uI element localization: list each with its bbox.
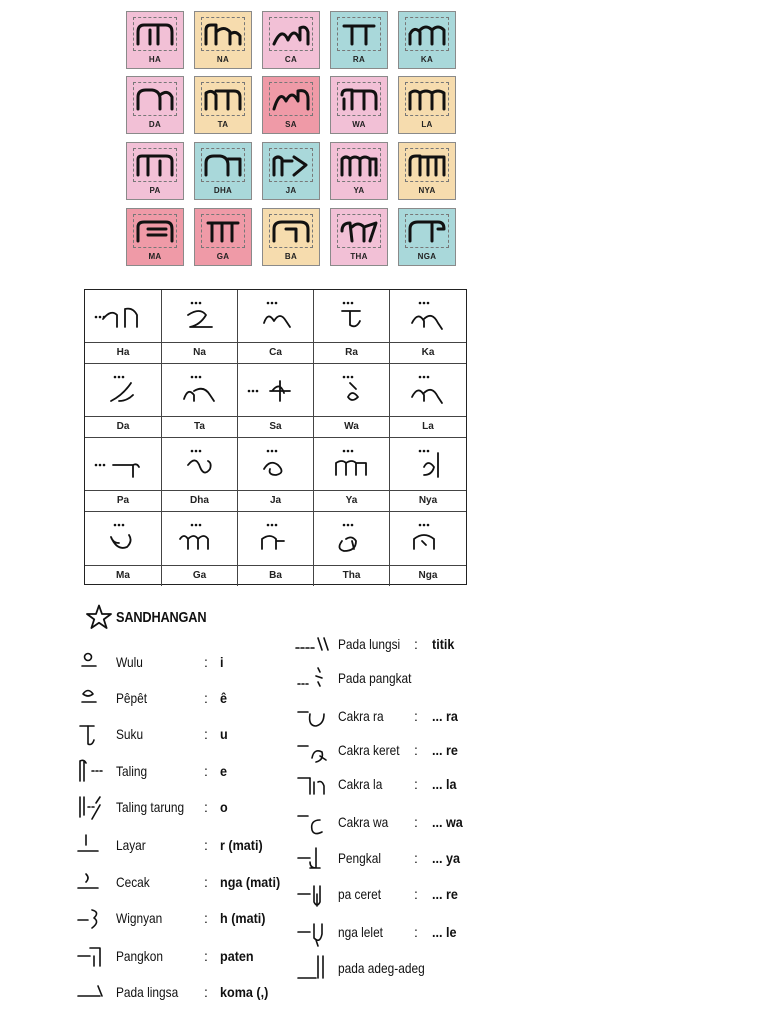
pasangan-cell-dha: [162, 438, 238, 512]
pasangan-da-icon: [93, 371, 153, 411]
pasangan-cell-ma: [85, 512, 162, 586]
sandhangan-name: nga lelet: [338, 924, 383, 940]
aksara-tile-pa: [126, 142, 184, 200]
aksara-latin-label: WA: [352, 120, 366, 129]
aksara-tha-glyph-icon: [340, 219, 378, 243]
aksara-frame: [201, 17, 245, 51]
sandhangan-header: [86, 604, 222, 630]
aksara-tile-sa: [262, 76, 320, 134]
sandhangan-name: Pêpêt: [116, 690, 148, 706]
pasangan-label: La: [390, 416, 466, 437]
pa-ceret-icon: [294, 880, 330, 910]
pasangan-ra-icon: [322, 297, 382, 337]
sandhangan-colon: :: [204, 726, 208, 742]
pasangan-glyph: [314, 438, 389, 492]
sandhangan-name: Cakra wa: [338, 814, 389, 830]
pasangan-cell-ra: [314, 290, 390, 364]
sandhangan-name: Cakra la: [338, 776, 383, 792]
sandhangan-row-pangkon: [74, 942, 294, 972]
aksara-latin-label: NA: [216, 55, 230, 64]
aksara-tile-nya: [398, 142, 456, 200]
pasangan-label: Ga: [162, 565, 237, 586]
pasangan-sa-icon: [246, 371, 306, 411]
pasangan-nga-icon: [398, 519, 458, 559]
pasangan-label: Na: [162, 342, 237, 363]
sandhangan-name: pa ceret: [338, 886, 382, 902]
sandhangan-row-pa-ceret: [294, 880, 514, 910]
aksara-dha-glyph-icon: [204, 153, 242, 177]
pasangan-glyph: [85, 512, 161, 566]
aksara-tile-ka: [398, 11, 456, 69]
sandhangan-value: r (mati): [220, 837, 263, 853]
pasangan-la-icon: [398, 371, 458, 411]
pasangan-label: Ta: [162, 416, 237, 437]
pasangan-cell-tha: [314, 512, 390, 586]
aksara-tile-ha: [126, 11, 184, 69]
aksara-tile-ya: [330, 142, 388, 200]
aksara-frame: [269, 82, 313, 116]
aksara-tile-ba: [262, 208, 320, 266]
pasangan-label: Wa: [314, 416, 389, 437]
pasangan-ba-icon: [246, 519, 306, 559]
aksara-wa-glyph-icon: [340, 87, 378, 111]
pasangan-cell-nga: [390, 512, 466, 586]
sandhangan-row-cecak: [74, 868, 294, 898]
sandhangan-row-pepet: [74, 684, 294, 714]
aksara-latin-label: LA: [421, 120, 433, 129]
pasangan-ta-icon: [170, 371, 230, 411]
pasangan-glyph: [314, 290, 389, 344]
sandhangan-value: ... re: [432, 742, 458, 758]
aksara-tile-ja: [262, 142, 320, 200]
sandhangan-value: e: [220, 763, 228, 779]
aksara-tile-la: [398, 76, 456, 134]
aksara-tile-dha: [194, 142, 252, 200]
pasangan-glyph: [162, 512, 237, 566]
pasangan-glyph: [238, 290, 313, 344]
aksara-frame: [405, 17, 449, 51]
sandhangan-row-nga-lelet: [294, 918, 514, 948]
aksara-ta-glyph-icon: [204, 87, 242, 111]
pasangan-pa-icon: [93, 445, 153, 485]
aksara-nya-glyph-icon: [408, 153, 446, 177]
aksara-tile-wa: [330, 76, 388, 134]
sandhangan-name: Pengkal: [338, 850, 382, 866]
taling-icon: [74, 757, 110, 787]
sandhangan-name: Pada lungsi: [338, 636, 401, 652]
sandhangan-colon: :: [414, 814, 418, 830]
pasangan-label: Da: [85, 416, 161, 437]
aksara-latin-label: JA: [285, 186, 297, 195]
pasangan-glyph: [162, 290, 237, 344]
star-icon: [86, 604, 112, 630]
sandhangan-name: Taling tarung: [116, 799, 185, 815]
aksara-latin-label: SA: [285, 120, 297, 129]
aksara-latin-label: BA: [284, 252, 298, 261]
sandhangan-name: Cecak: [116, 874, 150, 890]
aksara-nglegena-grid: [126, 11, 457, 271]
pasangan-cell-ca: [238, 290, 314, 364]
sandhangan-row-layar: [74, 831, 294, 861]
pasangan-dha-icon: [170, 445, 230, 485]
pasangan-glyph: [390, 364, 466, 418]
pasangan-label: Ra: [314, 342, 389, 363]
aksara-ga-glyph-icon: [204, 219, 242, 243]
sandhangan-value: nga (mati): [220, 874, 281, 890]
pangkon-icon: [74, 942, 110, 972]
aksara-tile-tha: [330, 208, 388, 266]
sandhangan-row-cakra-keret: [294, 736, 514, 766]
pasangan-cell-ga: [162, 512, 238, 586]
pasangan-label: Ja: [238, 490, 313, 511]
aksara-tile-da: [126, 76, 184, 134]
aksara-frame: [337, 148, 381, 182]
aksara-ca-glyph-icon: [272, 22, 310, 46]
cakra-wa-icon: [294, 808, 330, 838]
pasangan-cell-nya: [390, 438, 466, 512]
aksara-frame: [337, 214, 381, 248]
aksara-ra-glyph-icon: [340, 22, 378, 46]
pasangan-label: Tha: [314, 565, 389, 586]
pasangan-cell-la: [390, 364, 466, 438]
pasangan-nya-icon: [398, 445, 458, 485]
aksara-frame: [405, 214, 449, 248]
suku-icon: [74, 720, 110, 750]
pada-pangkat-icon: [294, 664, 330, 694]
pada-adeg-adeg-icon: [294, 954, 330, 984]
sandhangan-name: Taling: [116, 763, 148, 779]
pasangan-glyph: [85, 438, 161, 492]
pasangan-cell-ja: [238, 438, 314, 512]
aksara-latin-label: GA: [216, 252, 230, 261]
pasangan-label: Ma: [85, 565, 161, 586]
sandhangan-colon: :: [414, 850, 418, 866]
sandhangan-row-cakra-wa: [294, 808, 514, 838]
aksara-latin-label: NGA: [417, 252, 437, 261]
sandhangan-row-wulu: [74, 648, 294, 678]
sandhangan-row-wignyan: [74, 904, 294, 934]
pasangan-cell-sa: [238, 364, 314, 438]
aksara-frame: [405, 82, 449, 116]
aksara-da-glyph-icon: [136, 87, 174, 111]
sandhangan-colon: :: [204, 948, 208, 964]
pasangan-cell-ba: [238, 512, 314, 586]
pasangan-glyph: [238, 364, 313, 418]
pasangan-glyph: [390, 512, 466, 566]
aksara-frame: [337, 82, 381, 116]
sandhangan-colon: :: [414, 776, 418, 792]
pasangan-glyph: [238, 512, 313, 566]
pasangan-ca-icon: [246, 297, 306, 337]
pasangan-cell-ka: [390, 290, 466, 364]
sandhangan-value: i: [220, 654, 224, 670]
sandhangan-colon: :: [204, 654, 208, 670]
layar-icon: [74, 831, 110, 861]
sandhangan-row-pengkal: [294, 844, 514, 874]
sandhangan-value: koma (,): [220, 984, 269, 1000]
sandhangan-value: ... ra: [432, 708, 458, 724]
aksara-frame: [269, 17, 313, 51]
pada-lungsi-icon: [294, 630, 330, 660]
aksara-ma-glyph-icon: [136, 219, 174, 243]
sandhangan-value: ... le: [432, 924, 457, 940]
sandhangan-value: paten: [220, 948, 254, 964]
pengkal-icon: [294, 844, 330, 874]
cecak-icon: [74, 868, 110, 898]
sandhangan-row-pada-adeg-adeg: [294, 954, 514, 984]
pasangan-cell-ya: [314, 438, 390, 512]
pasangan-ma-icon: [93, 519, 153, 559]
sandhangan-colon: :: [414, 708, 418, 724]
aksara-frame: [201, 148, 245, 182]
taling-tarung-icon: [74, 793, 110, 823]
sandhangan-colon: :: [204, 763, 208, 779]
aksara-tile-ta: [194, 76, 252, 134]
sandhangan-colon: :: [204, 984, 208, 1000]
aksara-latin-label: YA: [353, 186, 365, 195]
sandhangan-row-cakra-ra: [294, 702, 514, 732]
pasangan-tha-icon: [322, 519, 382, 559]
sandhangan-name: Pada lingsa: [116, 984, 179, 1000]
pasangan-glyph: [85, 290, 161, 344]
aksara-frame: [337, 17, 381, 51]
aksara-frame: [133, 17, 177, 51]
pasangan-ka-icon: [398, 297, 458, 337]
aksara-latin-label: HA: [148, 55, 162, 64]
pasangan-glyph: [314, 364, 389, 418]
aksara-tile-ca: [262, 11, 320, 69]
pasangan-label: Ka: [390, 342, 466, 363]
pasangan-cell-wa: [314, 364, 390, 438]
sandhangan-colon: :: [204, 837, 208, 853]
aksara-latin-label: MA: [148, 252, 162, 261]
aksara-latin-label: NYA: [418, 186, 436, 195]
sandhangan-row-taling: [74, 757, 294, 787]
aksara-ka-glyph-icon: [408, 22, 446, 46]
aksara-tile-ga: [194, 208, 252, 266]
aksara-frame: [133, 214, 177, 248]
aksara-latin-label: DA: [148, 120, 162, 129]
cakra-ra-icon: [294, 702, 330, 732]
sandhangan-colon: :: [414, 636, 418, 652]
pasangan-ga-icon: [170, 519, 230, 559]
sandhangan-name: Layar: [116, 837, 146, 853]
pada-lingsa-icon: [74, 978, 110, 1008]
sandhangan-colon: :: [204, 910, 208, 926]
nga-lelet-icon: [294, 918, 330, 948]
sandhangan-name: Cakra ra: [338, 708, 384, 724]
sandhangan-value: ... re: [432, 886, 458, 902]
sandhangan-name: Suku: [116, 726, 144, 742]
sandhangan-colon: :: [204, 874, 208, 890]
aksara-latin-label: THA: [350, 252, 368, 261]
aksara-tile-nga: [398, 208, 456, 266]
pasangan-label: Pa: [85, 490, 161, 511]
aksara-nga-glyph-icon: [408, 219, 446, 243]
aksara-frame: [133, 148, 177, 182]
sandhangan-value: ... wa: [432, 814, 463, 830]
sandhangan-value: titik: [432, 636, 455, 652]
aksara-frame: [269, 148, 313, 182]
sandhangan-value: ê: [220, 690, 228, 706]
sandhangan-name: Pangkon: [116, 948, 163, 964]
pasangan-glyph: [162, 364, 237, 418]
aksara-latin-label: PA: [149, 186, 161, 195]
sandhangan-name: Wignyan: [116, 910, 163, 926]
aksara-frame: [201, 82, 245, 116]
sandhangan-colon: :: [414, 742, 418, 758]
aksara-latin-label: DHA: [213, 186, 233, 195]
cakra-keret-icon: [294, 736, 330, 766]
pasangan-cell-na: [162, 290, 238, 364]
sandhangan-colon: :: [414, 924, 418, 940]
pasangan-glyph: [85, 364, 161, 418]
pasangan-cell-pa: [85, 438, 162, 512]
pasangan-label: Nga: [390, 565, 466, 586]
pasangan-glyph: [162, 438, 237, 492]
sandhangan-row-suku: [74, 720, 294, 750]
sandhangan-value: ... ya: [432, 850, 461, 866]
pasangan-glyph: [390, 438, 466, 492]
aksara-ja-glyph-icon: [272, 153, 310, 177]
pasangan-label: Ha: [85, 342, 161, 363]
pasangan-glyph: [314, 512, 389, 566]
sandhangan-name: Cakra keret: [338, 742, 400, 758]
aksara-latin-label: TA: [217, 120, 229, 129]
pasangan-label: Nya: [390, 490, 466, 511]
aksara-ha-glyph-icon: [136, 22, 174, 46]
pasangan-ja-icon: [246, 445, 306, 485]
pasangan-label: Ca: [238, 342, 313, 363]
aksara-frame: [133, 82, 177, 116]
pasangan-label: Ba: [238, 565, 313, 586]
sandhangan-colon: :: [204, 690, 208, 706]
pasangan-table: [84, 289, 467, 585]
aksara-frame: [201, 214, 245, 248]
aksara-tile-ra: [330, 11, 388, 69]
pasangan-label: Dha: [162, 490, 237, 511]
sandhangan-row-cakra-la: [294, 770, 514, 800]
pasangan-cell-ha: [85, 290, 162, 364]
aksara-tile-na: [194, 11, 252, 69]
aksara-ya-glyph-icon: [340, 153, 378, 177]
aksara-frame: [405, 148, 449, 182]
aksara-na-glyph-icon: [204, 22, 242, 46]
pasangan-cell-da: [85, 364, 162, 438]
aksara-latin-label: KA: [420, 55, 434, 64]
pasangan-ya-icon: [322, 445, 382, 485]
sandhangan-name: Wulu: [116, 654, 143, 670]
sandhangan-colon: :: [204, 799, 208, 815]
sandhangan-name: Pada pangkat: [338, 670, 412, 686]
sandhangan-value: u: [220, 726, 228, 742]
sandhangan-value: ... la: [432, 776, 457, 792]
pasangan-cell-ta: [162, 364, 238, 438]
sandhangan-row-taling-tarung: [74, 793, 294, 823]
aksara-la-glyph-icon: [408, 87, 446, 111]
aksara-ba-glyph-icon: [272, 219, 310, 243]
cakra-la-icon: [294, 770, 330, 800]
sandhangan-section: [66, 598, 486, 1018]
aksara-frame: [269, 214, 313, 248]
pepet-icon: [74, 684, 110, 714]
pasangan-ha-icon: [93, 297, 153, 337]
aksara-sa-glyph-icon: [272, 87, 310, 111]
sandhangan-row-pada-lungsi: [294, 630, 514, 660]
aksara-latin-label: RA: [352, 55, 366, 64]
pasangan-wa-icon: [322, 371, 382, 411]
sandhangan-title: SANDHANGAN: [116, 608, 207, 626]
wignyan-icon: [74, 904, 110, 934]
sandhangan-row-pada-pangkat: [294, 664, 514, 694]
pasangan-label: Ya: [314, 490, 389, 511]
sandhangan-row-pada-lingsa: [74, 978, 294, 1008]
pasangan-glyph: [390, 290, 466, 344]
sandhangan-value: o: [220, 799, 228, 815]
sandhangan-name: pada adeg-adeg: [338, 960, 425, 976]
aksara-pa-glyph-icon: [136, 153, 174, 177]
pasangan-glyph: [238, 438, 313, 492]
aksara-latin-label: CA: [284, 55, 298, 64]
aksara-tile-ma: [126, 208, 184, 266]
pasangan-label: Sa: [238, 416, 313, 437]
wulu-icon: [74, 648, 110, 678]
pasangan-na-icon: [170, 297, 230, 337]
sandhangan-value: h (mati): [220, 910, 266, 926]
sandhangan-colon: :: [414, 886, 418, 902]
